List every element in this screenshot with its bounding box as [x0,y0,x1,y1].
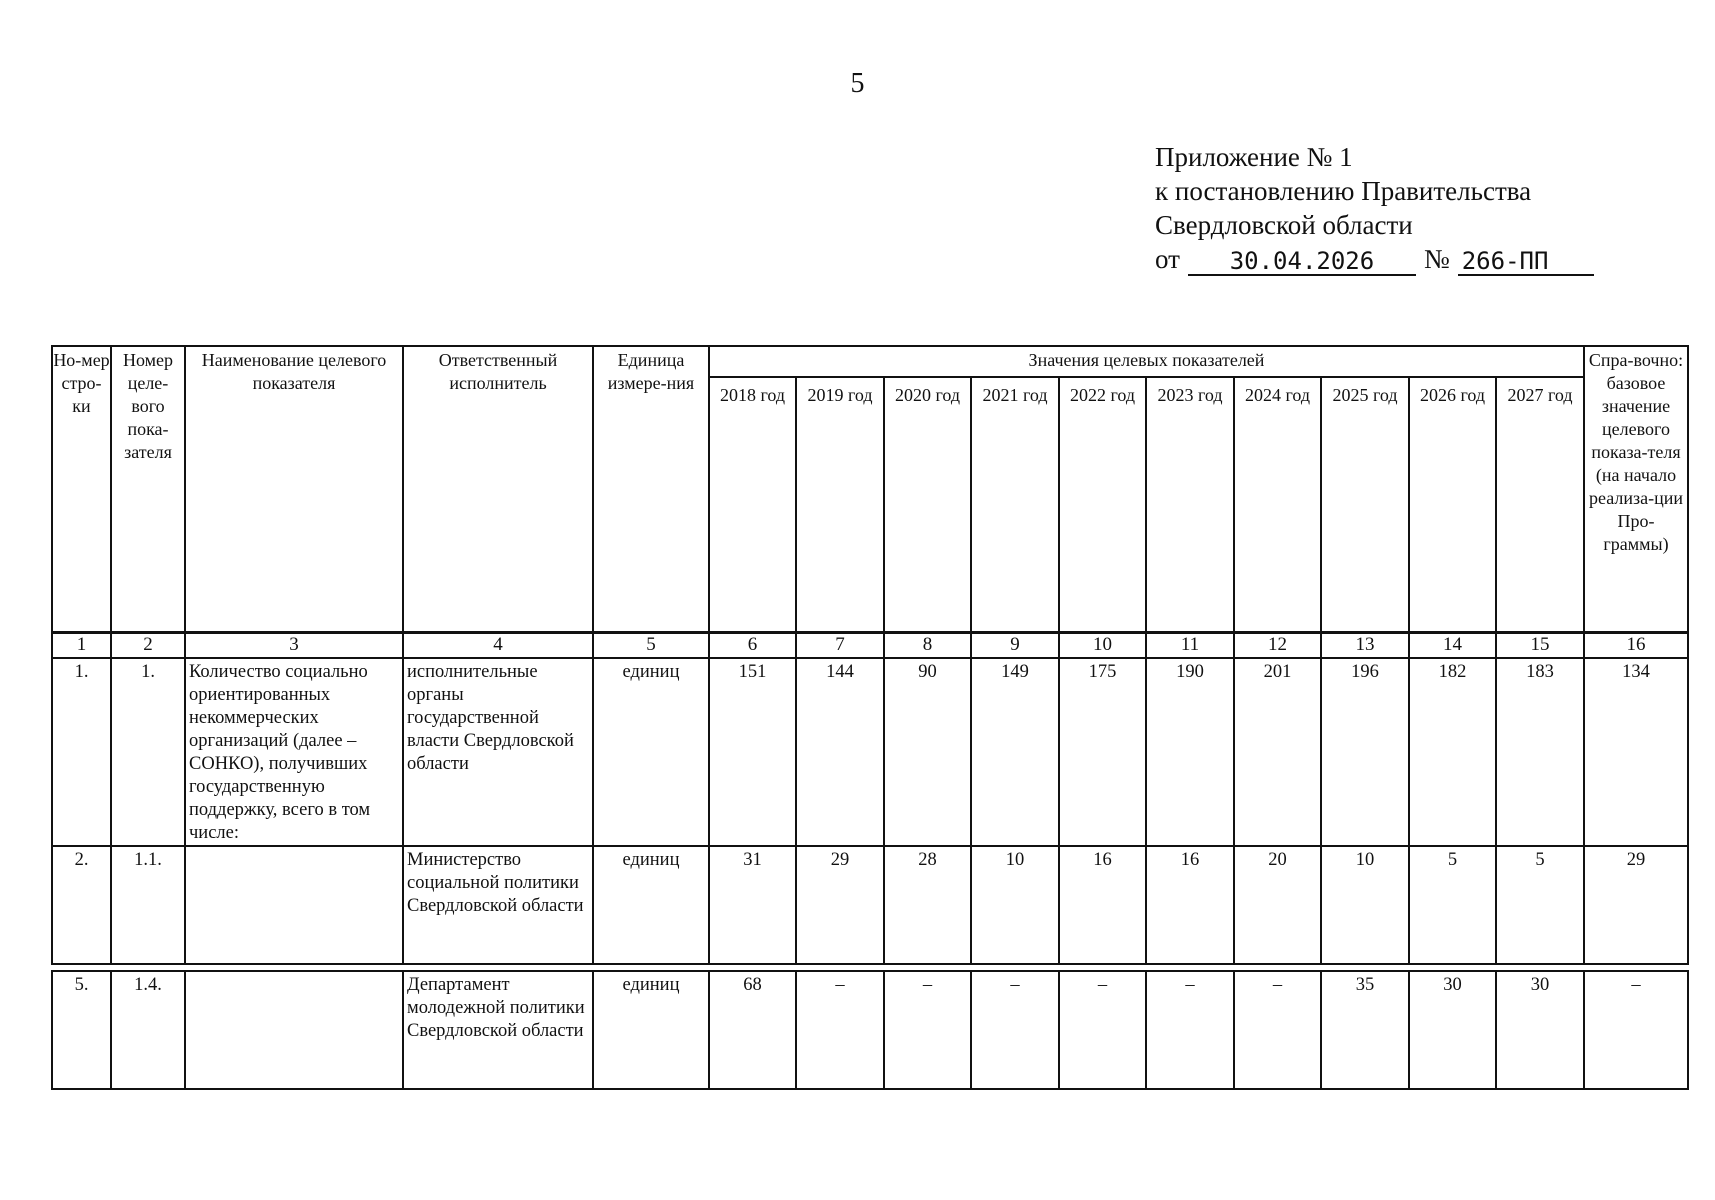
column-number: 5 [593,633,709,659]
from-label: от [1155,244,1180,274]
executor-cell: Департамент молодежной политики Свердловской области [403,971,593,1089]
unit-cell: единиц [593,971,709,1089]
value-cell-2021: 10 [971,846,1059,964]
column-number: 15 [1496,633,1584,659]
table-row [52,658,1688,846]
row-number-cell: 2. [52,846,111,964]
appendix-line-region: Свердловской области [1155,210,1413,240]
value-cell-2021: 149 [971,658,1059,846]
row-number-cell: 5. [52,971,111,1089]
value-cell-2018: 68 [709,971,796,1089]
value-cell-2026: 30 [1409,971,1496,1089]
value-cell-2023: 190 [1146,658,1234,846]
table-gap [52,964,1688,971]
reference-value-cell: 134 [1584,658,1688,846]
column-number: 11 [1146,633,1234,659]
value-cell-2018: 151 [709,658,796,846]
executor-cell: исполнительные органы государственной власти Свердловской области [403,658,593,846]
decree-date-field: 30.04.2026 [1188,248,1416,276]
value-cell-2018: 31 [709,846,796,964]
value-cell-2025: 35 [1321,971,1409,1089]
header-reference-value: Спра-вочно: базовое значение целевого показа-теля (на начало реализа-ции Про-граммы) [1584,346,1688,633]
appendix-header [1155,140,1625,276]
value-cell-2025: 10 [1321,846,1409,964]
header-year-2018: 2018 год [709,377,796,633]
indicator-number-cell: 1. [111,658,185,846]
header-indicator-number: Номер целе-вого пока-зателя [111,346,185,633]
value-cell-2025: 196 [1321,658,1409,846]
value-cell-2021: – [971,971,1059,1089]
header-indicator-name: Наименование целевого показателя [185,346,403,633]
value-cell-2024: 20 [1234,846,1321,964]
column-number: 10 [1059,633,1146,659]
indicator-name-cell [185,971,403,1089]
value-cell-2022: – [1059,971,1146,1089]
unit-cell: единиц [593,658,709,846]
header-year-2023: 2023 год [1146,377,1234,633]
column-number: 8 [884,633,971,659]
value-cell-2026: 182 [1409,658,1496,846]
value-cell-2027: 183 [1496,658,1584,846]
column-number: 2 [111,633,185,659]
value-cell-2019: – [796,971,884,1089]
header-row-number: Но-мер стро-ки [52,346,111,633]
executor-cell: Министерство социальной политики Свердловской области [403,846,593,964]
column-number: 7 [796,633,884,659]
header-year-2027: 2027 год [1496,377,1584,633]
unit-cell: единиц [593,846,709,964]
value-cell-2022: 16 [1059,846,1146,964]
reference-value-cell: – [1584,971,1688,1089]
header-year-2026: 2026 год [1409,377,1496,633]
column-number: 9 [971,633,1059,659]
appendix-line-decree: к постановлению Правительства [1155,176,1532,206]
decree-signature-line [1155,242,1625,276]
indicator-name-cell: Количество социально ориентированных некоммерческих организаций (далее – СОНКО), получивших государственную поддержку, всего в том числе: [185,658,403,846]
indicator-name-cell [185,846,403,964]
table-row [52,846,1688,964]
column-number: 1 [52,633,111,659]
appendix-title: Приложение № 1 [1155,142,1353,172]
number-label: № [1423,244,1450,274]
column-number: 13 [1321,633,1409,659]
header-unit: Единица измере-ния [593,346,709,633]
value-cell-2022: 175 [1059,658,1146,846]
value-cell-2024: 201 [1234,658,1321,846]
header-year-2020: 2020 год [884,377,971,633]
header-year-2024: 2024 год [1234,377,1321,633]
value-cell-2019: 29 [796,846,884,964]
value-cell-2019: 144 [796,658,884,846]
column-numbers-row [52,633,1688,659]
column-number: 4 [403,633,593,659]
column-number: 3 [185,633,403,659]
value-cell-2024: – [1234,971,1321,1089]
header-values-group: Значения целевых показателей [709,346,1584,377]
header-year-2021: 2021 год [971,377,1059,633]
value-cell-2020: 90 [884,658,971,846]
value-cell-2027: 5 [1496,846,1584,964]
decree-number-field: 266-ПП [1458,248,1594,276]
header-executor: Ответственный исполнитель [403,346,593,633]
table-row [52,971,1688,1089]
column-number: 14 [1409,633,1496,659]
column-number: 6 [709,633,796,659]
target-indicators-table [51,345,1689,1090]
value-cell-2023: – [1146,971,1234,1089]
header-year-2019: 2019 год [796,377,884,633]
header-year-2025: 2025 год [1321,377,1409,633]
value-cell-2027: 30 [1496,971,1584,1089]
value-cell-2023: 16 [1146,846,1234,964]
value-cell-2026: 5 [1409,846,1496,964]
table-gap-cell [52,964,1688,971]
value-cell-2020: 28 [884,846,971,964]
value-cell-2020: – [884,971,971,1089]
reference-value-cell: 29 [1584,846,1688,964]
row-number-cell: 1. [52,658,111,846]
indicator-number-cell: 1.4. [111,971,185,1089]
column-number: 16 [1584,633,1688,659]
column-number: 12 [1234,633,1321,659]
page-number: 5 [850,68,865,99]
indicator-number-cell: 1.1. [111,846,185,964]
header-year-2022: 2022 год [1059,377,1146,633]
